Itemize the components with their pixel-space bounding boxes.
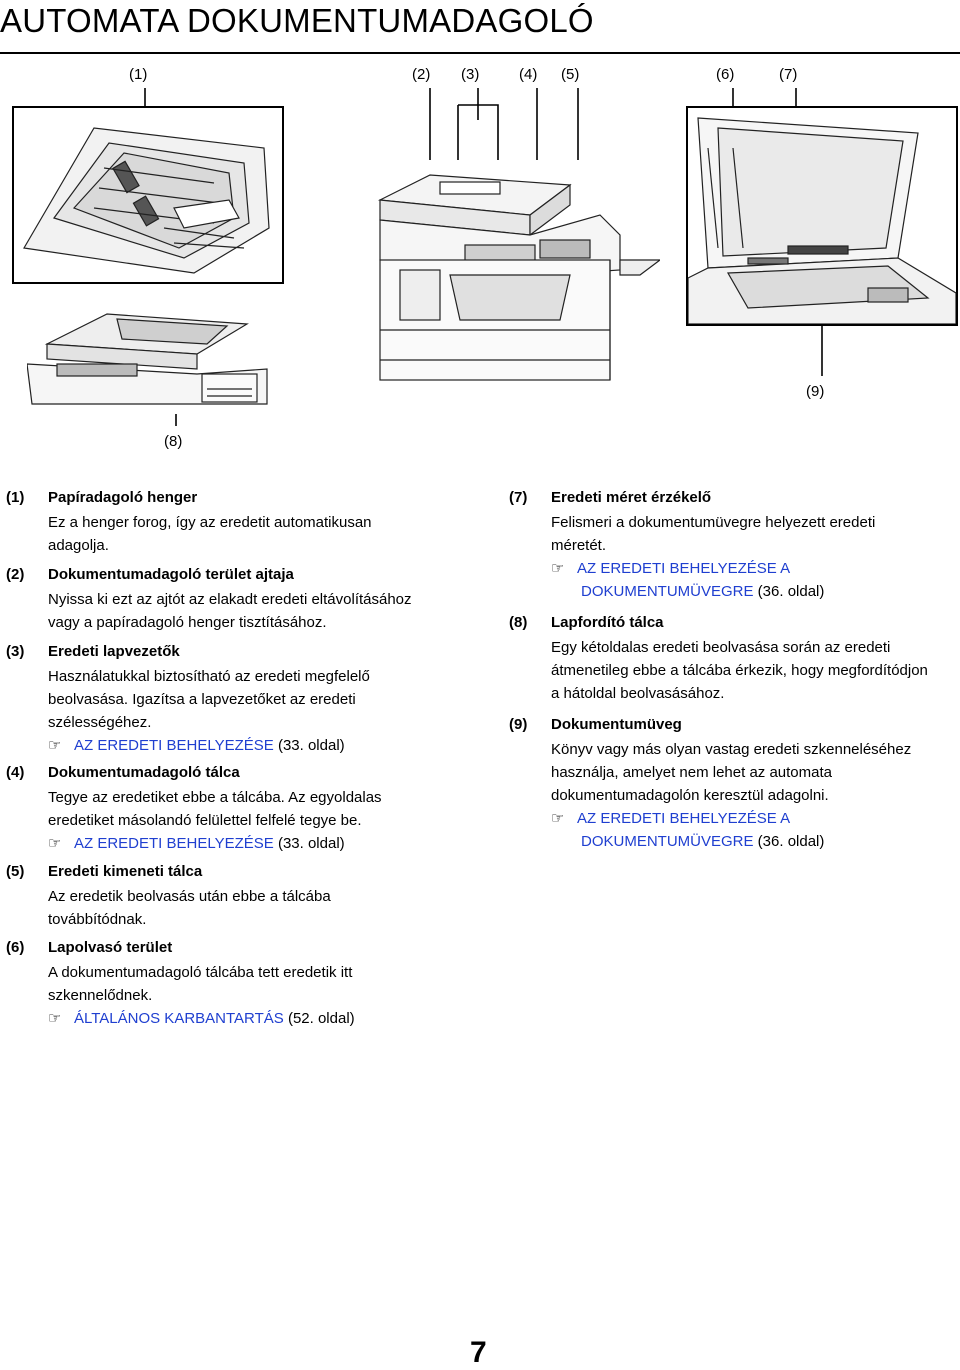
callout-3: (3)	[461, 66, 480, 83]
item-text-line: beolvasása. Igazítsa a lapvezetőket az eredeti	[48, 691, 356, 708]
item-title: Papíradagoló henger	[48, 489, 198, 506]
item-number: (4)	[6, 764, 25, 781]
item-number: (3)	[6, 643, 25, 660]
item-text-line: szélességéhez.	[48, 714, 152, 731]
pointing-hand-icon: ☞	[48, 737, 62, 754]
item-text-line: méretét.	[551, 537, 607, 554]
item-text-line: dokumentumadagolón keresztül adagolni.	[551, 787, 829, 804]
item-number: (9)	[509, 716, 528, 733]
item-text-line: adagolja.	[48, 537, 109, 554]
reference-link[interactable]: AZ EREDETI BEHELYEZÉSE	[74, 737, 274, 754]
item-number: (6)	[6, 939, 25, 956]
item-title: Dokumentumadagoló terület ajtaja	[48, 566, 294, 583]
reference-line-continued	[551, 830, 911, 853]
reference-link[interactable]: AZ EREDETI BEHELYEZÉSE A	[577, 560, 791, 577]
pointing-hand-icon: ☞	[551, 810, 565, 827]
callout-2: (2)	[412, 66, 431, 83]
reference-page: (36. oldal)	[753, 583, 825, 600]
item-title: Lapfordító tálca	[551, 614, 664, 631]
item-text-line: Használatukkal biztosítható az eredeti megfelelő	[48, 668, 370, 685]
item-number: (5)	[6, 863, 25, 880]
callout-5: (5)	[561, 66, 580, 83]
callout-6: (6)	[716, 66, 735, 83]
item-title: Dokumentumadagoló tálca	[48, 764, 240, 781]
item-text-line: szkennelődnek.	[48, 987, 153, 1004]
reference-link[interactable]: ÁLTALÁNOS KARBANTARTÁS	[74, 1010, 284, 1027]
reference-line	[551, 807, 911, 830]
feeder-door-figure	[12, 106, 284, 284]
page-number: 7	[470, 1336, 487, 1369]
item-number: (2)	[6, 566, 25, 583]
reference-line	[48, 1007, 355, 1030]
reference-line	[48, 734, 370, 757]
reference-line	[551, 557, 875, 580]
item-text-line: átmenetileg ebbe a tálcába érkezik, hogy megfordítódjon	[551, 662, 928, 679]
item-text-line: eredetiket másolandó felülettel felfelé tegye be.	[48, 812, 362, 829]
callout-8: (8)	[164, 433, 183, 450]
reference-link[interactable]: AZ EREDETI BEHELYEZÉSE	[74, 835, 274, 852]
item-number: (8)	[509, 614, 528, 631]
callout-4: (4)	[519, 66, 538, 83]
reference-page: (36. oldal)	[753, 833, 825, 850]
reference-page: (33. oldal)	[273, 835, 345, 852]
item-text-line: vagy a papíradagoló henger tisztításához.	[48, 614, 327, 631]
pointing-hand-icon: ☞	[551, 560, 565, 577]
pointing-hand-icon: ☞	[48, 1010, 62, 1027]
reference-line	[48, 832, 382, 855]
item-text-line: A dokumentumadagoló tálcába tett eredetik itt	[48, 964, 353, 981]
item-title: Eredeti kimeneti tálca	[48, 863, 203, 880]
reference-page: (52. oldal)	[283, 1010, 355, 1027]
reference-link-continued[interactable]: DOKUMENTUMÜVEGRE	[581, 833, 754, 850]
item-text-line: Könyv vagy más olyan vastag eredeti szkenneléséhez	[551, 741, 912, 758]
item-title: Eredeti lapvezetők	[48, 643, 180, 660]
item-title: Dokumentumüveg	[551, 716, 682, 733]
item-number: (1)	[6, 489, 25, 506]
item-number: (7)	[509, 489, 528, 506]
item-text-line: használja, amelyet nem lehet az automata	[551, 764, 832, 781]
document-glass-figure	[686, 106, 958, 326]
item-text-line: továbbítódnak.	[48, 911, 147, 928]
item-text-line: Nyissa ki ezt az ajtót az elakadt eredeti eltávolításához	[48, 591, 412, 608]
item-text-line: Tegye az eredetiket ebbe a tálcába. Az egyoldalas	[48, 789, 382, 806]
item-text-line: Egy kétoldalas eredeti beolvasása során az eredeti	[551, 639, 891, 656]
item-text-line: Ez a henger forog, így az eredetit automatikusan	[48, 514, 372, 531]
callout-7: (7)	[779, 66, 798, 83]
callout-1: (1)	[129, 66, 148, 83]
item-text-line: Felismeri a dokumentumüvegre helyezett eredeti	[551, 514, 876, 531]
callout-9: (9)	[806, 383, 825, 400]
pointing-hand-icon: ☞	[48, 835, 62, 852]
item-text-line: Az eredetik beolvasás után ebbe a tálcába	[48, 888, 331, 905]
item-title: Lapolvasó terület	[48, 939, 173, 956]
item-text-line: a hátoldal beolvasásához.	[551, 685, 725, 702]
reference-link-continued[interactable]: DOKUMENTUMÜVEGRE	[581, 583, 754, 600]
copier-main-figure	[370, 160, 660, 390]
reference-line-continued	[551, 580, 875, 603]
page-title: AUTOMATA DOKUMENTUMADAGOLÓ	[0, 2, 594, 39]
reference-link[interactable]: AZ EREDETI BEHELYEZÉSE A	[577, 810, 791, 827]
reversing-tray-figure	[27, 294, 285, 414]
item-title: Eredeti méret érzékelő	[551, 489, 712, 506]
reference-page: (33. oldal)	[273, 737, 345, 754]
